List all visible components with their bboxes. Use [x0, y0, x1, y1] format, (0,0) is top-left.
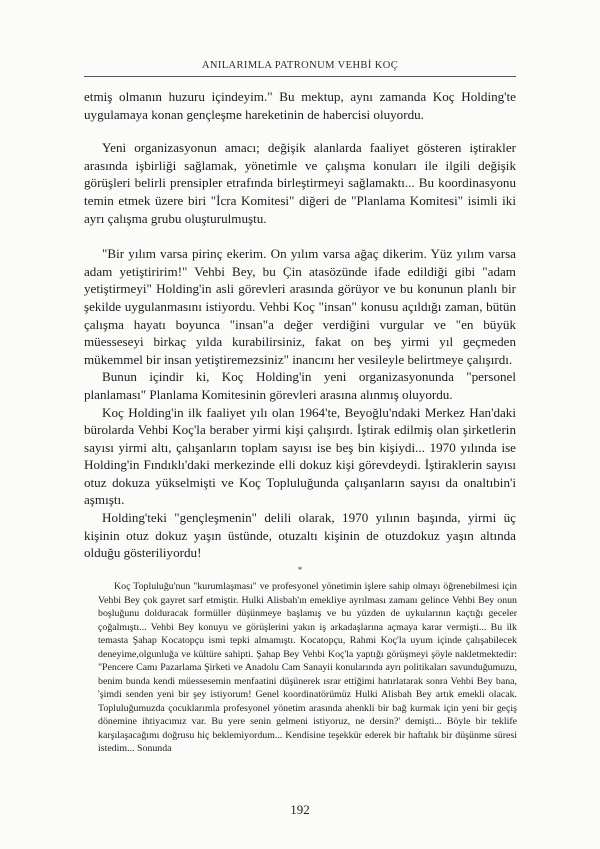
running-header: ANILARIMLA PATRONUM VEHBİ KOÇ	[201, 60, 399, 71]
footnote-text: Koç Topluluğu'nun "kurumlaşması" ve profesyonel yönetimin işlere sahip olmayı öğrenebilmesi için Vehbi Bey çok gayret sarf etmiştir. Hulki Alisbah'ın emekliye ayrılması zamanı gelince Vehbi Bey onun boşluğunu dolduracak formüller düşünmeye başlamış ve bu yüzden de uykularının kaçtığı geceler çoğalmıştı... Vehbi Bey konuyu ve görüşlerini yakın iş arkadaşlarına açmaya karar vermişti... Bu ilk temasta Şahap Kocatopçu ismi tepki almamıştı. Kocatopçu, Rahmi Koç'la uyum içinde çalışabilecek deneyime,olgunluğa ve kültüre sahipti. Şahap Bey Vehbi Koç'la yaptığı görüşmeyi şöyle nakletmektedir: "Pencere Camı Pazarlama Şirketi ve Anadolu Cam Sanayii konularında ayrı politikaları savunduğumuzu, benim bunda kendi müessesemin menfaatini düşünerek ısrar ettiğimi hatırlatarak sonra Vehbi Bey bana, 'şimdi senden yeni bir şey istiyorum! Genel koordinatörümüz Hulki Alisbah Bey artık emekli olacak. Topluluğumuzda çocuklarımla profesyonel yönetim arasında ahenkli bir bağ kurmak için yeni bir geçiş dönemine ihtiyacımız var. Bu yere senin gelmeni istiyoruz, ne dersin?' demişti... Böyle bir teklife karşılaşacağımı doğrusu hiç beklemiyordum... Kendisine teşekkür ederek bir haftalık bir düşünme süresi istedim... Sonunda	[98, 581, 517, 754]
paragraph: Bunun içindir ki, Koç Holding'in yeni organizasyonunda "personel planlaması" Planlama Komitesinin görevleri arasına alınmış oluyordu.	[84, 369, 516, 402]
paragraph: Holding'teki "gençleşmenin" delili olarak, 1970 yılının başında, yirmi üç kişinin otuz dokuz yaşın üstünde, otuzaltı kişinin de otuzdokuz yaşın altında olduğu gösteriliyordu!	[84, 510, 516, 561]
section-separator: *	[297, 565, 303, 575]
main-text	[84, 88, 516, 562]
footnote	[98, 580, 517, 756]
paragraph: Koç Holding'in ilk faaliyet yılı olan 1964'te, Beyoğlu'ndaki Merkez Han'daki bürolarda Vehbi Koç'la beraber yirmi kişi çalışırdı. İştirak edilmiş olan şirketlerin sayısı yirmi altı, çalışanların toplam sayısı ise beş bin kişiydi... 1970 yılında ise Holding'in Fındıklı'daki merkezinde elli dokuz kişi görevdeydi. İştiraklerin sayısı otuz dokuza yükselmişti ve Koç Topluluğunda çalışanların sayısı da onaltıbin'i aşmıştı.	[84, 404, 516, 508]
header-rule	[84, 76, 516, 77]
paragraph: Yeni organizasyonun amacı; değişik alanlarda faaliyet gösteren iştirakler arasında işbirliği sağlamak, yönetimle ve çalışma konuları ile ilgili değişik görüşleri belirli prensipler etrafında birleştirmeyi sağlamaktı... Bu koordinasyonu temin etmek üzere biri "İcra Komitesi" diğeri de "Planlama Komitesi" isimli iki ayrı çalışma grubu oluşturulmuştu.	[84, 140, 516, 226]
paragraph: etmiş olmanın huzuru içindeyim." Bu mektup, aynı zamanda Koç Holding'te uygulamaya konan gençleşme hareketinin de habercisi oluyordu.	[84, 89, 516, 122]
paragraph: "Bir yılım varsa pirinç ekerim. On yılım varsa ağaç dikerim. Yüz yılım varsa adam yetiştiririm!" Vehbi Bey, bu Çin atasözünde ifade edildiği gibi "adam yetiştirmeyi" Holding'in asli görevleri arasında görüyor ve bu konunun planlı bir şekilde uygulanmasını istiyordu. Vehbi Koç "insan" konusu açıldığı zaman, bütün çalışma hayatı boyunca "insan"a değer verdiğini vurgular ve "en büyük müesseseyi birkaç yılda kurabilirsiniz, fakat on beş yirmi yıl geçmeden mükemmel bir insan yetiştiremezsiniz" inancını her vesileyle belirtmeye çalışırdı.	[84, 246, 516, 367]
page-number: 192	[290, 802, 310, 817]
